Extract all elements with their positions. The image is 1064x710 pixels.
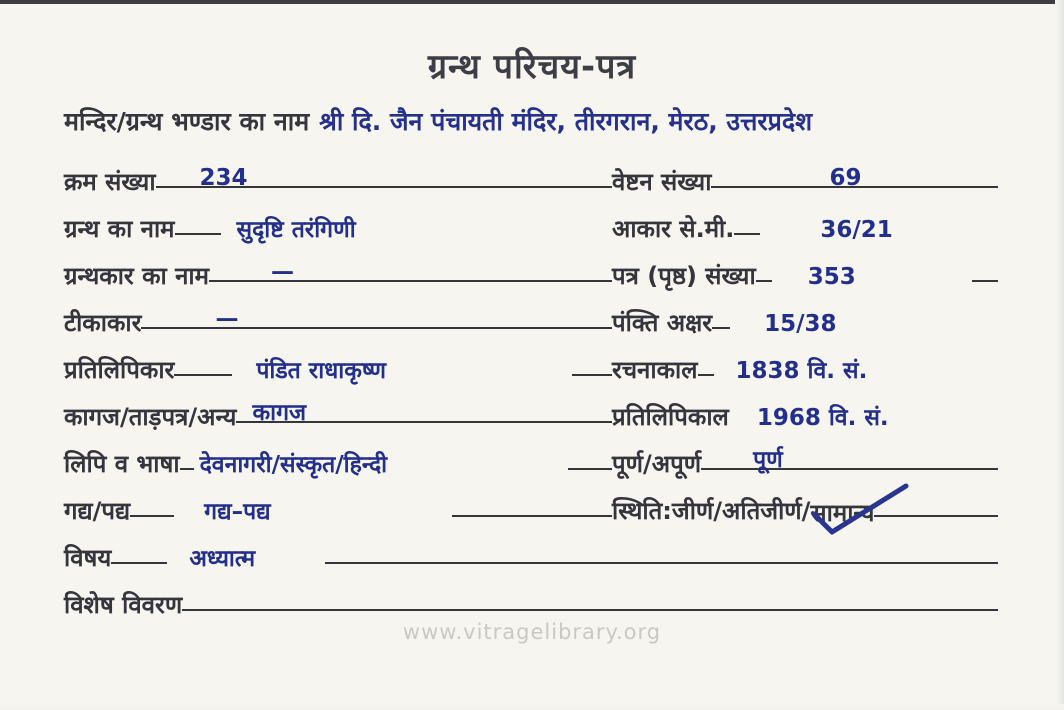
field-label: रचनाकाल bbox=[612, 356, 698, 384]
watermark: www.vitragelibrary.org bbox=[402, 620, 662, 644]
field-value: श्री दि. जैन पंचायती मंदिर, तीरगरान, मेरठ, उत्तरप्रदेश bbox=[319, 107, 813, 136]
fill-line bbox=[712, 325, 730, 329]
scan-top-edge bbox=[0, 0, 1064, 4]
field-label: कागज/ताड़पत्र/अन्य bbox=[64, 403, 237, 431]
fill-line bbox=[236, 396, 612, 426]
field-label: गद्य/पद्य bbox=[64, 497, 131, 525]
field-material bbox=[64, 388, 612, 435]
field-row bbox=[64, 247, 998, 294]
page-title: ग्रन्थ परिचय-पत्र bbox=[427, 47, 637, 87]
field-prose-verse bbox=[64, 482, 612, 529]
fields-grid bbox=[64, 153, 998, 623]
field-special-details bbox=[64, 576, 998, 623]
field-label: आकार से.मी. bbox=[612, 215, 735, 243]
fill-line bbox=[972, 278, 998, 282]
field-value: कागज bbox=[252, 399, 307, 426]
field-author-name bbox=[64, 247, 612, 294]
field-row bbox=[64, 341, 998, 388]
field-value: देवनागरी/संस्कृत/हिन्दी bbox=[199, 451, 388, 478]
field-serial-number bbox=[64, 153, 612, 200]
field-label: ग्रन्थकार का नाम bbox=[64, 262, 209, 290]
field-bundle-number bbox=[612, 153, 998, 200]
field-row bbox=[64, 153, 998, 200]
field-script-language bbox=[64, 435, 612, 482]
fill-line bbox=[572, 372, 612, 376]
fill-line bbox=[874, 515, 998, 517]
field-value: 1838 वि. सं. bbox=[735, 357, 868, 384]
field-subject bbox=[64, 529, 998, 576]
field-row bbox=[64, 294, 998, 341]
fill-line bbox=[698, 372, 714, 376]
field-label: वेष्टन संख्या bbox=[612, 168, 712, 196]
fill-line bbox=[734, 231, 760, 235]
scan-bottom-edge bbox=[0, 704, 1064, 710]
field-label: प्रतिलिपिकाल bbox=[612, 403, 729, 431]
fill-line bbox=[711, 161, 998, 191]
fill-line bbox=[180, 466, 194, 470]
field-copy-date bbox=[612, 388, 998, 435]
field-composition-date bbox=[612, 341, 998, 388]
field-value: 353 bbox=[807, 263, 856, 290]
fill-line bbox=[111, 560, 167, 564]
fill-line bbox=[175, 231, 221, 235]
field-scribe bbox=[64, 341, 612, 388]
field-value: अध्यात्म bbox=[189, 545, 256, 572]
field-label: पत्र (पृष्ठ) संख्या bbox=[612, 262, 756, 290]
field-label: प्रतिलिपिकार bbox=[64, 356, 175, 384]
field-value: 234 bbox=[199, 164, 248, 191]
field-lines-letters bbox=[612, 294, 998, 341]
field-value: 15/38 bbox=[764, 310, 837, 337]
fill-line bbox=[174, 372, 232, 376]
fill-line bbox=[182, 609, 998, 611]
fill-line bbox=[156, 161, 612, 191]
field-value: 36/21 bbox=[820, 216, 893, 243]
field-value: सुदृष्टि तरंगिणी bbox=[236, 216, 356, 243]
field-label: पूर्ण/अपूर्ण bbox=[612, 450, 702, 478]
field-value: पूर्ण bbox=[753, 446, 783, 473]
field-label: स्थिति:जीर्ण/अतिजीर्ण/ bbox=[612, 497, 811, 525]
field-value: 69 bbox=[829, 164, 862, 191]
field-complete-incomplete bbox=[612, 435, 998, 482]
fill-line bbox=[756, 278, 772, 282]
field-row bbox=[64, 435, 998, 482]
field-label: टीकाकार bbox=[64, 309, 142, 337]
field-row bbox=[64, 388, 998, 435]
fill-line bbox=[701, 443, 998, 473]
field-row bbox=[64, 576, 998, 623]
scan-right-edge bbox=[1055, 0, 1064, 710]
field-label: लिपि व भाषा bbox=[64, 450, 180, 478]
field-granth-name bbox=[64, 200, 612, 247]
field-label: क्रम संख्या bbox=[64, 168, 156, 196]
field-commentator bbox=[64, 294, 612, 341]
field-value: — bbox=[215, 305, 238, 332]
field-label: विशेष विवरण bbox=[64, 591, 183, 619]
field-label: पंक्ति अक्षर bbox=[612, 309, 713, 337]
fill-line bbox=[209, 255, 612, 285]
field-page-count bbox=[612, 247, 998, 294]
fill-line bbox=[130, 513, 174, 517]
field-label: ग्रन्थ का नाम bbox=[64, 215, 175, 243]
temple-name-row bbox=[64, 104, 1028, 138]
field-row bbox=[64, 482, 998, 529]
fill-line bbox=[452, 513, 612, 517]
field-value: — bbox=[271, 258, 293, 285]
field-label: विषय bbox=[64, 544, 112, 572]
field-condition bbox=[612, 482, 998, 529]
field-row bbox=[64, 200, 998, 247]
field-label: मन्दिर/ग्रन्थ भण्डार का नाम bbox=[64, 107, 310, 136]
field-row bbox=[64, 529, 998, 576]
field-value: गद्य–पद्य bbox=[204, 498, 271, 525]
fill-line bbox=[325, 562, 998, 564]
field-value: 1968 वि. सं. bbox=[756, 404, 889, 431]
field-label: सामान्य bbox=[810, 499, 875, 527]
field-value: पंडित राधाकृष्ण bbox=[256, 357, 386, 384]
fill-line bbox=[568, 466, 612, 470]
condition-selected-option bbox=[810, 496, 874, 529]
fill-line bbox=[141, 302, 612, 332]
field-size-cm bbox=[612, 200, 998, 247]
